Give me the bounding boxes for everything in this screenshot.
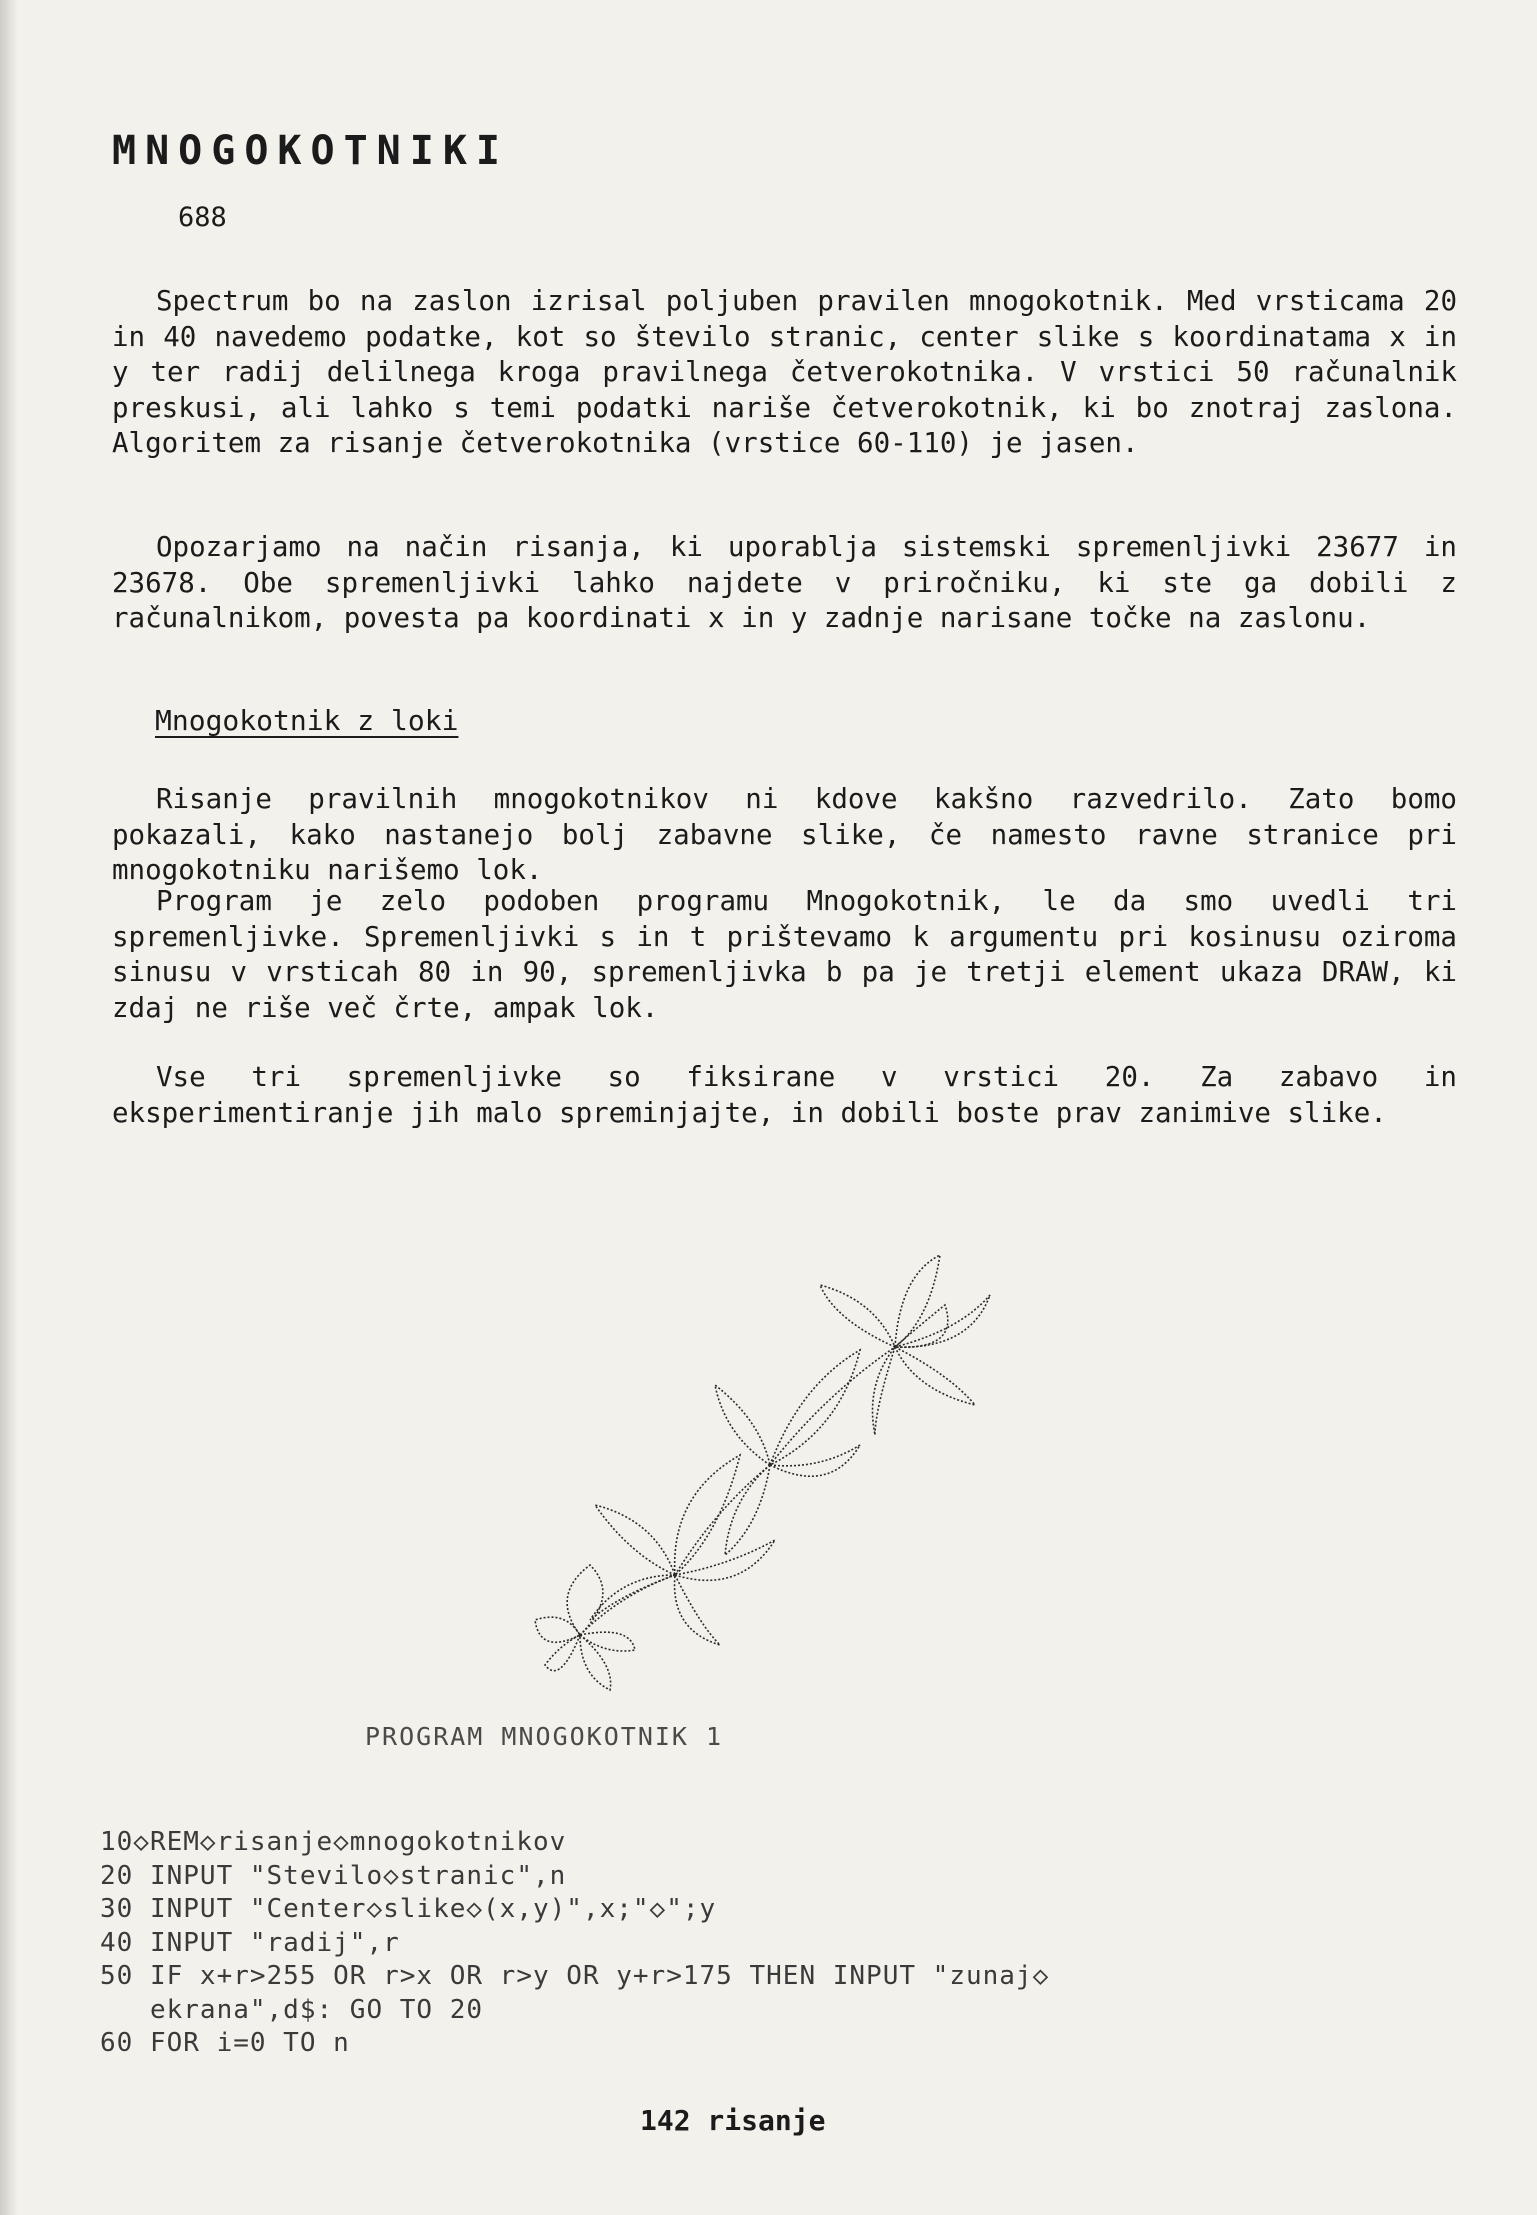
code-line: 50 IF x+r>255 OR r>x OR r>y OR y+r>175 THEN INPUT "zunaj◇ [100, 1961, 1050, 1991]
paragraph-text: Spectrum bo na zaslon izrisal poljuben pravilen mnogokotnik. Med vrsticama 20 in 40 navedemo podatke, kot so število stranic, center slike s koordinatama x in y ter radij delilnega kroga pravilnega četverokotnika. V vrstici 50 računalnik preskusi, ali lahko s temi podatki nariše četverokotnik, ki bo znotraj zaslona. Algoritem za risanje četverokotnika (vrstice 60-110) je jasen. [112, 285, 1457, 460]
arc-polygon-figure [520, 1235, 1120, 1715]
paragraph [112, 884, 1457, 1026]
code-line: 60 FOR i=0 TO n [100, 2028, 350, 2058]
paragraph [112, 782, 1457, 889]
paragraph [112, 284, 1457, 462]
program-caption: PROGRAM MNOGOKOTNIK 1 [365, 1722, 724, 1751]
paragraph-text: Vse tri spremenljivke so fiksirane v vrstici 20. Za zabavo in eksperimentiranje jih malo spreminjajte, in dobili boste prav zanimive slike. [112, 1061, 1457, 1129]
flower-top [820, 1255, 990, 1435]
subheading: Mnogokotnik z loki [155, 704, 459, 737]
scan-edge-shadow [0, 0, 18, 2215]
code-line: 10◇REM◇risanje◇mnogokotnikov [100, 1827, 567, 1857]
paragraph [112, 1060, 1457, 1131]
paragraph-text: Opozarjamo na način risanja, ki uporablja sistemski spremenljivki 23677 in 23678. Obe spremenljivki lahko najdete v priročniku, ki ste ga dobili z računalnikom, povesta pa koordinati x in y zadnje narisane točke na zaslonu. [112, 531, 1457, 635]
paragraph-text: Risanje pravilnih mnogokotnikov ni kdove kakšno razvedrilo. Zato bomo pokazali, kako nastanejo bolj zabavne slike, če namesto ravne stranice pri mnogokotniku narišemo lok. [112, 783, 1457, 887]
flower-large [715, 1350, 860, 1555]
section-number: 688 [178, 202, 227, 233]
flower-small [535, 1565, 635, 1690]
code-line: 30 INPUT "Center◇slike◇(x,y)",x;"◇";y [100, 1894, 717, 1924]
code-line: 40 INPUT "radij",r [100, 1927, 400, 1958]
code-listing [100, 1826, 1049, 2061]
page-title: MNOGOKOTNIKI [112, 128, 509, 174]
paragraph-text: Program je zelo podoben programu Mnogokotnik, le da smo uvedli tri spremenljivke. Spremenljivki s in t prištevamo k argumentu pri kosinusu oziroma sinusu v vrsticah 80 in 90, spremenljivka b pa je tretji element ukaza DRAW, ki zdaj ne riše več črte, ampak lok. [112, 885, 1457, 1024]
page-footer: 142 risanje [640, 2104, 826, 2137]
flower-medium [590, 1455, 775, 1645]
paragraph [112, 530, 1457, 637]
code-line: ekrana",d$: GO TO 20 [100, 1994, 484, 2025]
code-line: 20 INPUT "Stevilo◇stranic",n [100, 1860, 567, 1891]
